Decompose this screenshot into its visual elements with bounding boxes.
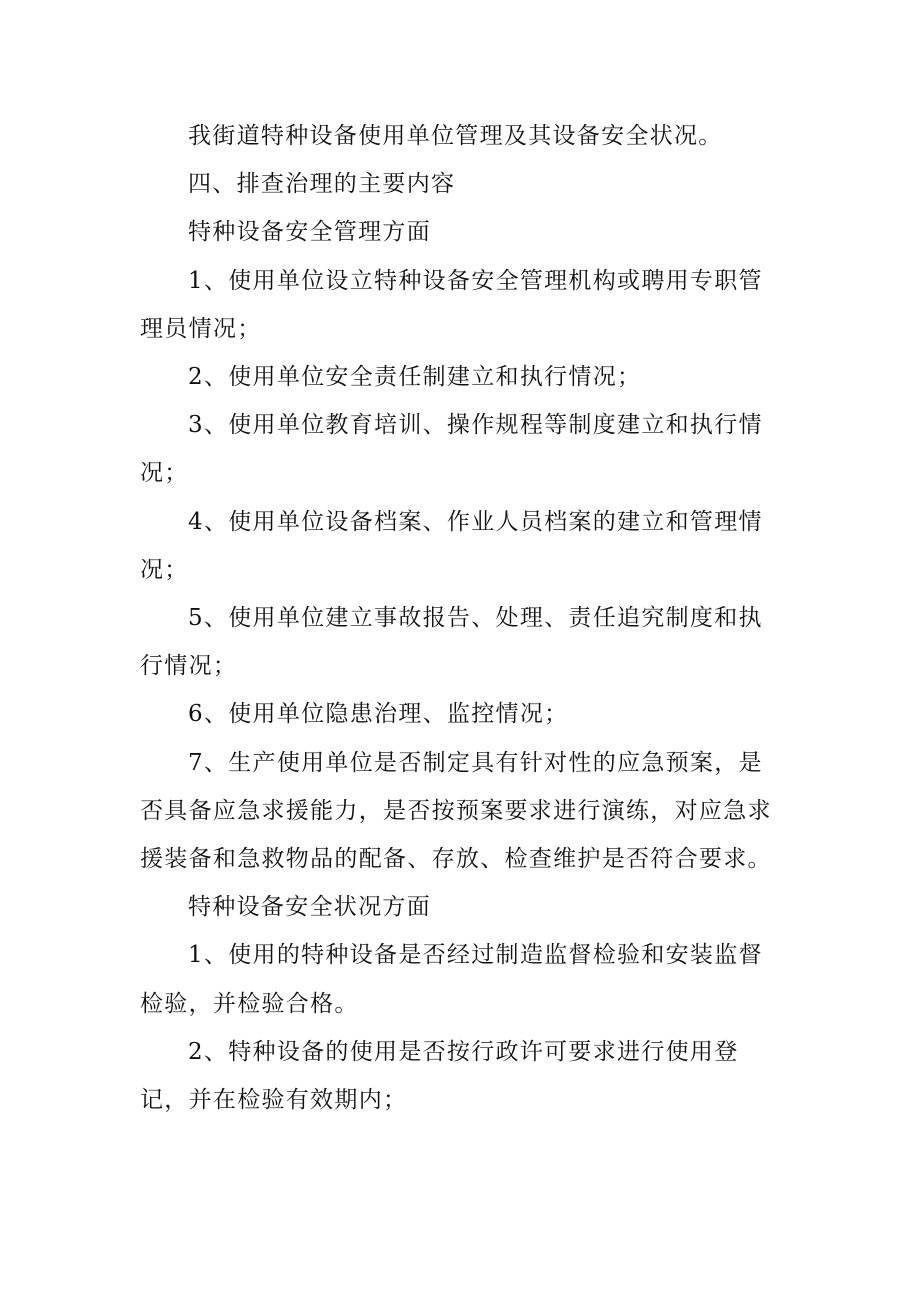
list-item-management-7: 7、生产使用单位是否制定具有针对性的应急预案，是否具备应急求援能力，是否按预案要求进行演练，对应急求援装备和急救物品的配备、存放、检查维护是否符合要求。 bbox=[140, 749, 772, 873]
section-heading-4: 四、排查治理的主要内容 bbox=[188, 171, 456, 198]
document-body bbox=[140, 112, 780, 1124]
list-item-status-1: 1、使用的特种设备是否经过制造监督检验和安装监督检验，并检验合格。 bbox=[140, 942, 763, 1017]
list-item-management-5: 5、使用单位建立事故报告、处理、责任追究制度和执行情况； bbox=[140, 605, 763, 680]
list-item-management-4: 4、使用单位设备档案、作业人员档案的建立和管理情况； bbox=[140, 508, 763, 583]
list-item-management-1: 1、使用单位设立特种设备安全管理机构或聘用专职管理员情况； bbox=[140, 267, 763, 342]
list-item-status-2: 2、特种设备的使用是否按行政许可要求进行使用登记，并在检验有效期内； bbox=[140, 1038, 739, 1114]
list-item-management-3: 3、使用单位教育培训、操作规程等制度建立和执行情况； bbox=[140, 412, 763, 487]
list-item-management-6: 6、使用单位隐患治理、监控情况； bbox=[188, 701, 569, 728]
subheading-safety-management: 特种设备安全管理方面 bbox=[188, 219, 431, 246]
subheading-safety-status: 特种设备安全状况方面 bbox=[188, 894, 431, 921]
list-item-management-2: 2、使用单位安全责任制建立和执行情况； bbox=[188, 364, 642, 391]
paragraph-scope: 我街道特种设备使用单位管理及其设备安全状况。 bbox=[188, 123, 723, 149]
